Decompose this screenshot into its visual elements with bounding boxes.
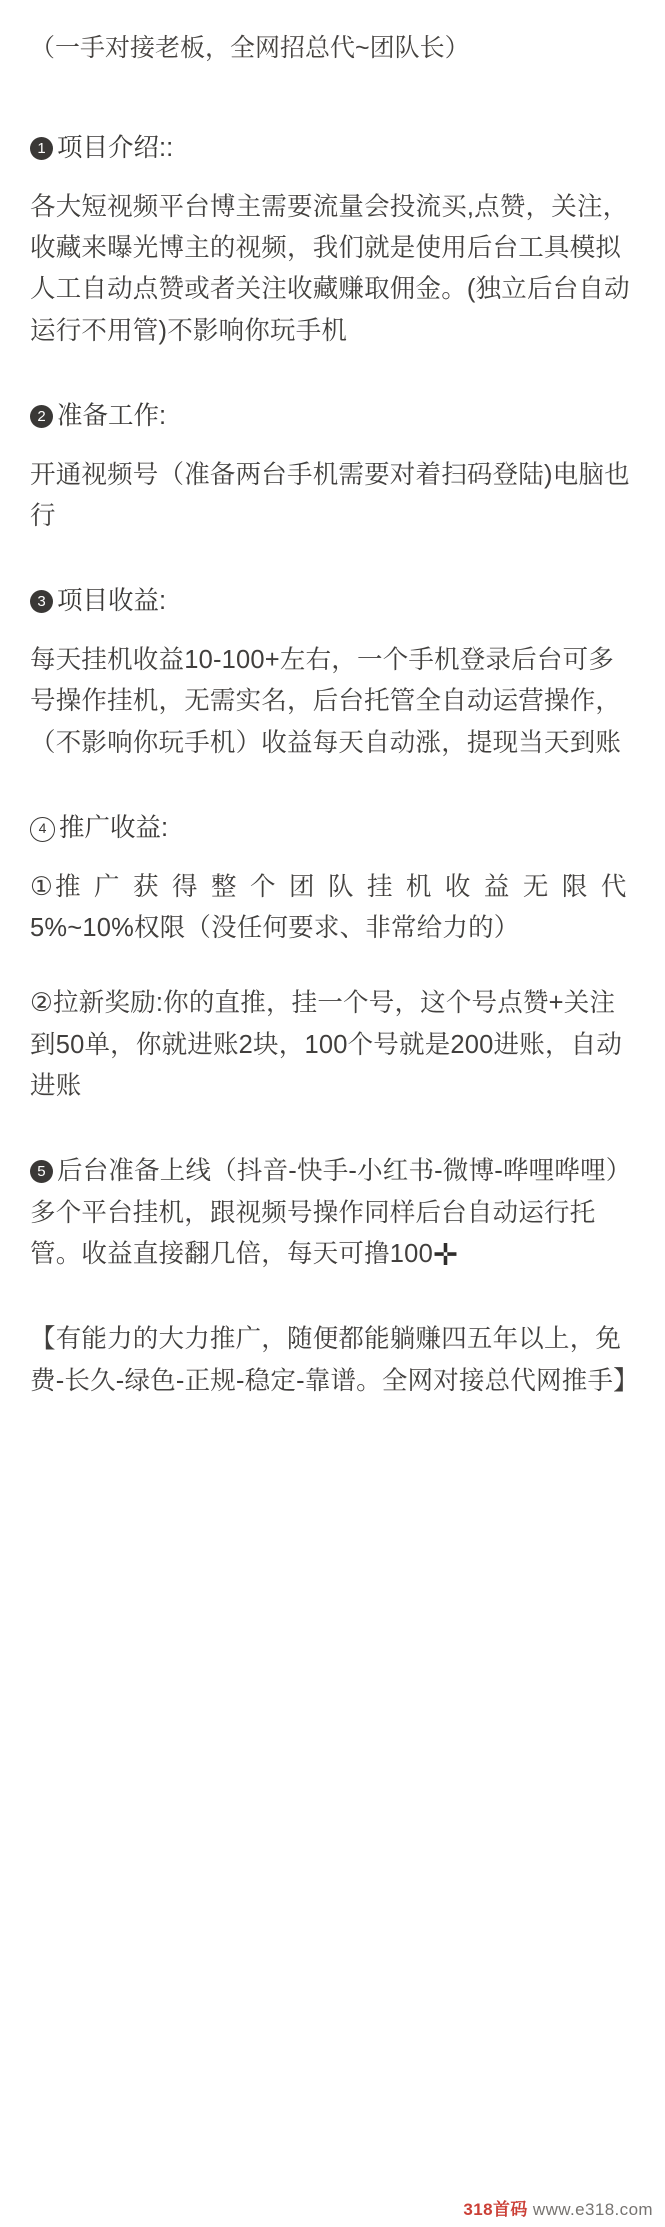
section-2-title: 准备工作: — [57, 401, 167, 430]
plus-icon: ✛ — [432, 1238, 459, 1272]
watermark-url: www.e318.com — [532, 2199, 653, 2219]
section-3-body: 每天挂机收益10-100+左右，一个手机登录后台可多号操作挂机，无需实名，后台托管全自动运营操作，（不影响你玩手机）收益每天自动涨，提现当天到账 — [30, 646, 622, 757]
section-4-body-1-spaced: 推 广 获 得 整 个 团 队 挂 机 收 益 无 限 代 — [55, 872, 630, 901]
section-4-body-1-rest: 5%~10%权限（没任何要求、非常给力的） — [30, 914, 520, 943]
section-3-heading — [30, 581, 635, 622]
section-1-title: 项目介绍:: — [57, 134, 174, 162]
section-5-block — [30, 1151, 635, 1275]
section-3-title: 项目收益: — [57, 587, 167, 616]
section-1-heading — [30, 128, 635, 169]
section-2-body: 开通视频号（准备两台手机需要对着扫码登陆)电脑也行 — [30, 460, 630, 531]
closing-paragraph: 【有能力的大力推广，随便都能躺赚四五年以上，免费-长久-绿色-正规-稳定-靠谱。全网对接总代网推手】 — [30, 1325, 639, 1395]
footer-watermark-bar — [0, 2187, 665, 2227]
intro-line: （一手对接老板，全网招总代~团队长） — [30, 34, 470, 62]
section-2-heading — [30, 396, 635, 437]
section-1-badge: 1 — [30, 137, 53, 160]
section-4-body-2: ②拉新奖励:你的直推，挂一个号，这个号点赞+关注到50单，你就进账2块，100个号就是200进账，自动进账 — [30, 989, 623, 1101]
section-4-title: 推广收益: — [59, 814, 169, 843]
section-4-heading — [30, 808, 635, 849]
section-3-badge: 3 — [30, 590, 53, 613]
section-5-badge: 5 — [30, 1160, 53, 1183]
section-4-badge: 4 — [30, 817, 55, 842]
list-marker-1: ① — [30, 872, 54, 901]
section-1-body: 各大短视频平台博主需要流量会投流买,点赞，关注，收藏来曝光博主的视频，我们就是使用后台工具模拟人工自动点赞或者关注收藏赚取佣金。(独立后台自动运行不用管)不影响你玩手机 — [30, 192, 630, 345]
section-4-body-1 — [30, 867, 635, 950]
section-5-text: 后台准备上线（抖音-快手-小红书-微博-哗哩哗哩）多个平台挂机，跟视频号操作同样后台自动运行托管。收益直接翻几倍，每天可撸100 — [30, 1157, 632, 1268]
section-2-badge: 2 — [30, 405, 53, 428]
watermark-prefix: 318首码 — [463, 2199, 528, 2219]
watermark — [463, 2195, 653, 2220]
